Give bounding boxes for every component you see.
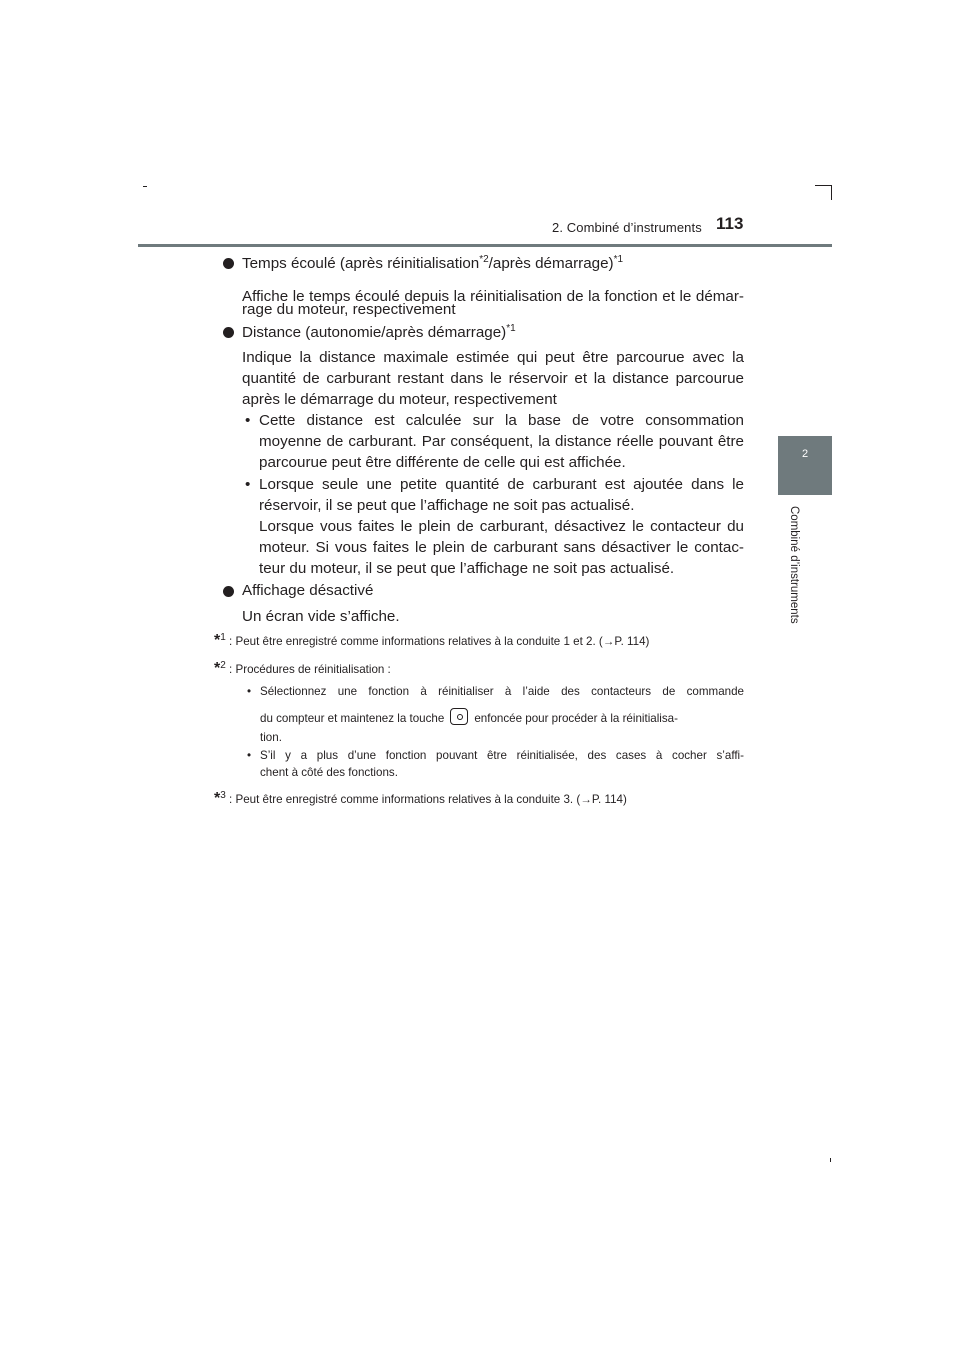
body-line: après le démarrage du moteur, respectivement [242,391,557,408]
chapter-side-tab [778,436,832,495]
section-title-display-off: Affichage désactivé [242,582,374,599]
bullet-icon [223,258,234,269]
footnote-3 [214,790,627,808]
crop-mark-top-left [143,186,147,187]
sub-bullet-marker: • [245,476,251,493]
crop-mark-top-right-h [815,185,832,186]
footnote-line [260,708,678,725]
footnote-number: 3 [220,790,226,802]
footnote-sub-bullet-marker: • [247,685,252,698]
chapter-title: 2. Combiné d’instruments [552,220,702,235]
sub-bullet-marker: • [245,412,251,429]
section-title-text: Temps écoulé (après réinitialisation [242,255,480,273]
bullet-icon [223,586,234,597]
footnote-line: S’il y a plus d’une fonction pouvant être réinitialisée, des cases à cocher s’affi- [260,749,744,762]
body-line: moyenne de carburant. Par conséquent, la distance réelle pouvant être [259,433,744,450]
footnote-ref: *1 [506,323,516,334]
side-tab-number: 2 [801,448,809,460]
footnote-2 [214,660,391,678]
header-rule [138,244,832,247]
body-line: Lorsque vous faites le plein de carburant, désactivez le contacteur du [259,518,744,535]
footnote-line: chent à côté des fonctions. [260,766,398,779]
body-line: moteur. Si vous faites le plein de carburant sans désactiver le contac- [259,539,744,556]
footnote-text: du compteur et maintenez la touche [260,712,445,725]
crop-mark-bottom-right [830,1158,831,1162]
footnote-line: tion. [260,731,282,744]
footnote-mark: * [214,632,221,649]
body-line: quantité de carburant restant dans le réservoir et la distance parcourue [242,370,744,387]
section-title-text: /après démarrage) [488,255,614,273]
footnote-line: Sélectionnez une fonction à réinitialiser à l’aide des contacteurs de commande [260,685,744,698]
ok-button-icon [450,708,468,725]
footnote-1 [214,632,649,650]
crop-mark-top-right-v [831,185,832,200]
footnote-sub-bullet-marker: • [247,749,252,762]
footnote-text: : Peut être enregistré comme informations relatives à la conduite 1 et 2. (→P. 114) [229,635,650,648]
body-line: parcourue peut être différente de celle qui est affichée. [259,454,626,471]
body-line: teur du moteur, il se peut que l’affichage ne soit pas actualisé. [259,560,675,577]
body-line: Cette distance est calculée sur la base de votre consommation [259,412,744,429]
section-title-elapsed-time [242,254,623,272]
footnote-text: enfoncée pour procéder à la réinitialisa- [474,712,678,725]
bullet-icon [223,327,234,338]
footnote-ref: *2 [479,254,489,265]
body-line: Affiche le temps écoulé depuis la réinitialisation de la fonction et le démar- [242,288,744,305]
section-title-text: Distance (autonomie/après démarrage) [242,324,507,342]
footnote-mark: * [214,660,221,677]
footnote-number: 1 [220,632,226,644]
footnote-ref: *1 [613,254,624,265]
section-title-distance [242,323,516,341]
footnote-text: : Peut être enregistré comme informations relatives à la conduite 3. (→P. 114) [229,793,627,806]
body-line: réservoir, il se peut que l’affichage ne soit pas actualisé. [259,497,635,514]
footnote-mark: * [214,790,221,807]
footnote-text: : Procédures de réinitialisation : [229,663,391,676]
side-tab-label: Combiné d’instruments [788,506,800,624]
body-line: Indique la distance maximale estimée qui peut être parcourue avec la [242,349,744,366]
body-line: Un écran vide s’affiche. [242,608,400,625]
body-line: Lorsque seule une petite quantité de carburant est ajoutée dans le [259,476,744,493]
page-number: 113 [716,214,744,233]
body-line: rage du moteur, respectivement [242,301,456,318]
footnote-number: 2 [220,660,226,672]
